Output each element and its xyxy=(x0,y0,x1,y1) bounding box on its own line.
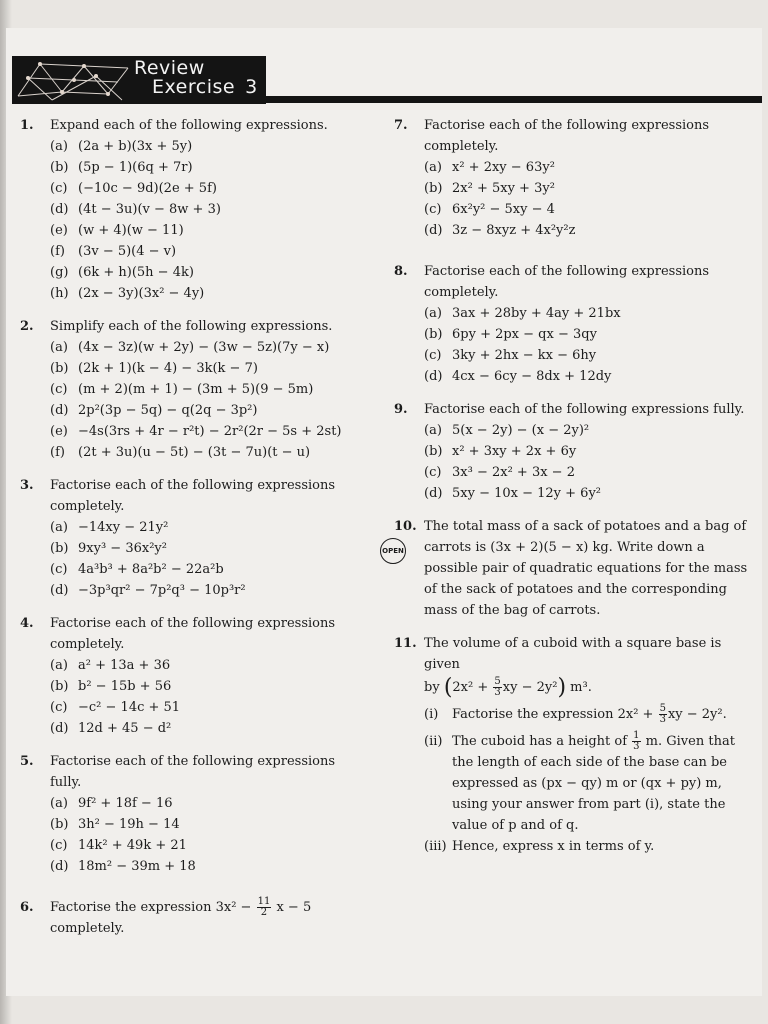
question-8 xyxy=(394,261,754,387)
right-column xyxy=(382,115,754,869)
question-number: 3. xyxy=(20,478,34,493)
question-text: The total mass of a sack of potatoes and a bag of carrots is (3x + 2)(5 − x) kg. Write down a possible pair of quadratic equations for the mass of the sack of potatoes and the corresponding mass of the bag of carrots. xyxy=(424,519,748,618)
header-line2: Exercise xyxy=(152,76,236,98)
question-part: (d) 5xy − 10x − 12y + 6y² xyxy=(424,486,602,501)
question-part: (f) (2t + 3u)(u − 5t) − (3t − 7u)(t − u) xyxy=(50,445,311,460)
question-stem: Factorise each of the following expressions completely. xyxy=(50,478,336,514)
question-stem: Expand each of the following expressions. xyxy=(50,118,328,133)
question-number: 8. xyxy=(394,264,408,279)
question-part: (d) −3p³qr² − 7p²q³ − 10p³r² xyxy=(50,583,246,598)
q11-volume-expression: by (2x² + $\frac{5}{3}$ xy − 2y²) m³. xyxy=(424,675,592,700)
question-number: 10. xyxy=(394,519,417,534)
open-question-badge-icon: OPEN xyxy=(380,538,406,564)
question-stem: Factorise each of the following expressions completely. xyxy=(424,264,710,300)
question-part: (f) (3v − 5)(4 − v) xyxy=(50,244,177,259)
network-graphic-icon xyxy=(12,56,134,104)
question-part: (b) (2k + 1)(k − 4) − 3k(k − 7) xyxy=(50,361,258,376)
question-part: (iii) Hence, express x in terms of y. xyxy=(424,839,655,854)
question-part: (a) x² + 2xy − 63y² xyxy=(424,160,555,175)
question-number: 2. xyxy=(20,319,34,334)
question-part: (c) 3ky + 2hx − kx − 6hy xyxy=(424,348,597,363)
question-part: (g) (6k + h)(5h − 4k) xyxy=(50,265,194,280)
question-number: 7. xyxy=(394,118,408,133)
question-number: 11. xyxy=(394,636,417,651)
question-part: (a) 5(x − 2y) − (x − 2y)² xyxy=(424,423,590,438)
question-part: (a) −14xy − 21y² xyxy=(50,520,169,535)
question-part: (i) Factorise the expression 2x² + $\frac{5}{3}$ xy − 2y². xyxy=(424,703,727,725)
question-number: 5. xyxy=(20,754,34,769)
question-part: (b) (5p − 1)(6q + 7r) xyxy=(50,160,193,175)
q6-text-start: Factorise the expression 3x² − xyxy=(50,900,252,915)
question-part: (c) 14k² + 49k + 21 xyxy=(50,838,187,853)
question-part: (a) a² + 13a + 36 xyxy=(50,658,171,673)
question-part: (b) b² − 15b + 56 xyxy=(50,679,172,694)
question-part: (d) 2p²(3p − 5q) − q(2q − 3p²) xyxy=(50,403,258,418)
header-rule xyxy=(266,96,762,103)
question-stem: Factorise each of the following expressions fully. xyxy=(50,754,336,790)
question-part: (d) 12d + 45 − d² xyxy=(50,721,172,736)
left-column xyxy=(20,115,370,951)
review-exercise-header xyxy=(12,56,266,104)
question-part: (c) (−10c − 9d)(2e + 5f) xyxy=(50,181,217,196)
question-number: 4. xyxy=(20,616,34,631)
question-part: (d) 3z − 8xyz + 4x²y²z xyxy=(424,223,576,238)
question-number: 6. xyxy=(20,900,34,915)
header-title xyxy=(134,59,258,97)
question-5 xyxy=(20,751,370,877)
question-part: (a) (2a + b)(3x + 5y) xyxy=(50,139,193,154)
question-part: (b) 3h² − 19h − 14 xyxy=(50,817,180,832)
question-stem: Simplify each of the following expressions. xyxy=(50,319,333,334)
question-1 xyxy=(20,115,370,304)
question-3 xyxy=(20,475,370,601)
question-part: (a) (4x − 3z)(w + 2y) − (3w − 5z)(7y − x) xyxy=(50,340,330,355)
question-11 xyxy=(394,633,754,857)
q11-fraction: $\frac{5}{3}$ xyxy=(494,676,501,698)
q6-fraction: $\frac{11}{2}$ xyxy=(257,896,271,918)
question-part: (c) 6x²y² − 5xy − 4 xyxy=(424,202,555,217)
question-stem: Factorise each of the following expressions completely. xyxy=(50,616,336,652)
question-number: 9. xyxy=(394,402,408,417)
header-line1: Review xyxy=(134,57,205,79)
question-stem: Factorise each of the following expressions completely. xyxy=(424,118,710,154)
question-part: (a) 3ax + 28by + 4ay + 21bx xyxy=(424,306,621,321)
question-number: 1. xyxy=(20,118,34,133)
question-part: (b) 9xy³ − 36x²y² xyxy=(50,541,167,556)
question-10 xyxy=(382,516,754,621)
question-part: (d) 18m² − 39m + 18 xyxy=(50,859,196,874)
question-7 xyxy=(394,115,754,241)
question-stem: The volume of a cuboid with a square base is given xyxy=(424,636,722,672)
question-part: (e) (w + 4)(w − 11) xyxy=(50,223,184,238)
question-part: (e) −4s(3rs + 4r − r²t) − 2r²(2r − 5s + 2st) xyxy=(50,424,342,439)
question-part: (b) x² + 3xy + 2x + 6y xyxy=(424,444,577,459)
q6-text-end: x − 5 completely. xyxy=(50,900,312,936)
question-stem: Factorise each of the following expressions fully. xyxy=(424,402,745,417)
question-part: (h) (2x − 3y)(3x² − 4y) xyxy=(50,286,205,301)
question-part: (c) 4a³b³ + 8a²b² − 22a²b xyxy=(50,562,224,577)
question-part: (d) (4t − 3u)(v − 8w + 3) xyxy=(50,202,221,217)
question-part: (b) 6py + 2px − qx − 3qy xyxy=(424,327,597,342)
question-part: (c) 3x³ − 2x² + 3x − 2 xyxy=(424,465,575,480)
question-part: (b) 2x² + 5xy + 3y² xyxy=(424,181,555,196)
question-4 xyxy=(20,613,370,739)
question-part: (c) −c² − 14c + 51 xyxy=(50,700,181,715)
exercise-number: 3 xyxy=(245,76,258,98)
question-part: (a) 9f² + 18f − 16 xyxy=(50,796,173,811)
question-part: (ii) The cuboid has a height of $\frac{1}{3}$ m. Given that the length of each side of the base can be expressed as (px − qy) m or (qx + py) m, using your answer from part (i), state the value of p and of q. xyxy=(424,730,735,833)
question-part: (d) 4cx − 6cy − 8dx + 12dy xyxy=(424,369,612,384)
question-9 xyxy=(394,399,754,504)
question-6 xyxy=(20,897,370,939)
question-2 xyxy=(20,316,370,463)
question-part: (c) (m + 2)(m + 1) − (3m + 5)(9 − 5m) xyxy=(50,382,314,397)
